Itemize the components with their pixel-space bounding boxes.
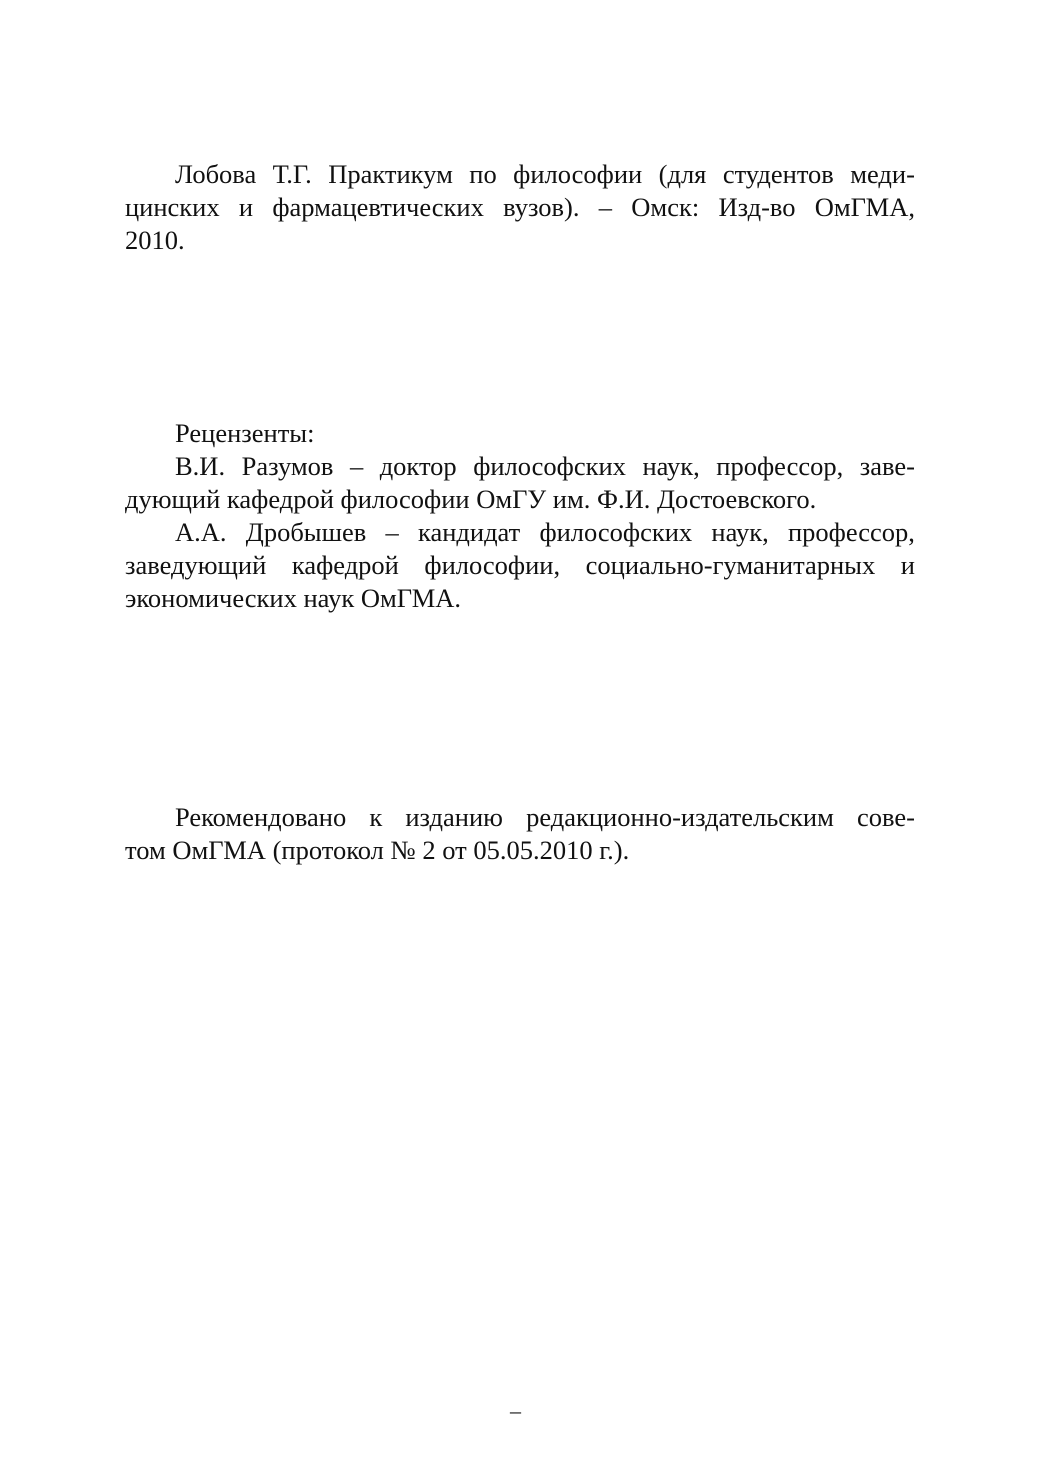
word: и <box>238 192 254 222</box>
word: Практикум <box>328 159 453 189</box>
word: профессор, <box>716 451 844 481</box>
word: сове- <box>857 802 915 832</box>
reviewers-heading: Рецензенты: <box>175 418 315 448</box>
word: Рекомендовано <box>175 802 347 832</box>
citation-line <box>125 191 915 224</box>
word: (для <box>658 159 707 189</box>
word: цинских <box>125 192 220 222</box>
word: фармацевтических <box>272 192 484 222</box>
word: социально-гуманитарных <box>585 550 876 580</box>
word: философии, <box>424 550 561 580</box>
word: вузов). <box>503 192 580 222</box>
word: – <box>385 517 399 547</box>
word: Разумов <box>241 451 334 481</box>
reviewer-line <box>125 450 915 483</box>
word: Изд-во <box>718 192 796 222</box>
citation-line: 2010. <box>125 225 185 255</box>
word: студентов <box>722 159 834 189</box>
word: Дробышев <box>245 517 367 547</box>
bibliographic-citation <box>125 158 915 257</box>
word: кандидат <box>417 517 521 547</box>
reviewer-line: дующий кафедрой философии ОмГУ им. Ф.И. Достоевского. <box>125 484 817 514</box>
word: заве- <box>859 451 915 481</box>
publication-recommendation <box>125 801 915 867</box>
recommendation-line <box>125 801 915 834</box>
word: – <box>598 192 613 222</box>
word: заведующий <box>125 550 267 580</box>
word: к <box>369 802 383 832</box>
reviewer-line <box>125 516 915 549</box>
word: Омск: <box>631 192 700 222</box>
word: – <box>349 451 364 481</box>
word: Лобова <box>175 159 257 189</box>
word: по <box>469 159 497 189</box>
word: ОмГМА, <box>814 192 915 222</box>
word: доктор <box>379 451 457 481</box>
word: профессор, <box>787 517 915 547</box>
word: кафедрой <box>291 550 399 580</box>
citation-line <box>125 158 915 191</box>
word: Т.Г. <box>272 159 312 189</box>
word: наук, <box>711 517 769 547</box>
word: В.И. <box>175 451 226 481</box>
word: меди- <box>850 159 915 189</box>
word: философии <box>513 159 643 189</box>
word: и <box>900 550 915 580</box>
reviewer-line: экономических наук ОмГМА. <box>125 583 462 613</box>
reviewers-section <box>125 417 915 615</box>
word: редакционно-издательским <box>526 802 834 832</box>
reviewer-line <box>125 549 915 582</box>
word: А.А. <box>175 517 227 547</box>
word: изданию <box>405 802 503 832</box>
word: философских <box>539 517 693 547</box>
word: философских <box>473 451 626 481</box>
word: наук, <box>642 451 700 481</box>
recommendation-line: том ОмГМА (протокол № 2 от 05.05.2010 г.). <box>125 835 630 865</box>
page-number: – <box>510 1398 521 1423</box>
